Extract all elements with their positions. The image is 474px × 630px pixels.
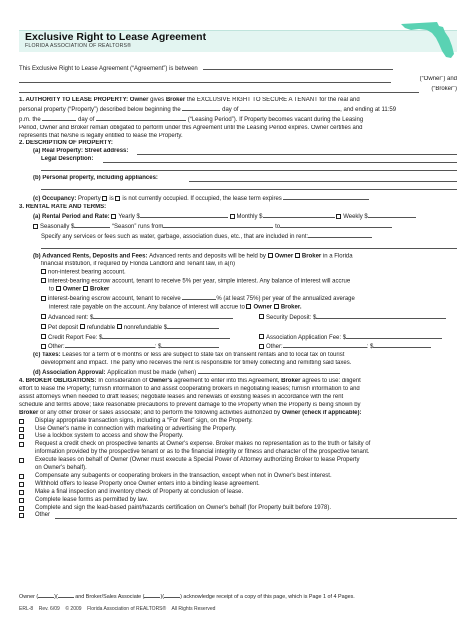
obligation-item: Withhold offers to lease Property once Owner enters into a binding lease agreement. — [19, 481, 457, 489]
section-4-line-1: 4. BROKER OBLIGATIONS: In consideration of Owner's agreement to enter into this Agreement, Broker agrees to use: diligent — [19, 378, 361, 385]
pet-deposit-checkbox[interactable] — [41, 324, 46, 329]
services-line: Specify any services or fees such as water, garbage, association dues, etc., that are included in rent: — [19, 232, 457, 242]
taxes-line-1: (c) Taxes: Leases for a term of 6 months or less are subject to state tax on transient rentals and to local tax on tourist — [33, 352, 345, 359]
rental-period-line: (a) Rental Period and Rate: Yearly $ Monthly $ Weekly $ — [19, 212, 457, 222]
obligation-checkbox-11[interactable] — [19, 513, 24, 518]
deposits-line-2: financial institution, if required by Florida Landlord and Tenant law, in a(n) — [41, 261, 236, 268]
services-field[interactable] — [308, 232, 372, 238]
non-interest-checkbox[interactable] — [41, 269, 46, 274]
obligation-checkbox-8[interactable] — [19, 490, 24, 495]
obligation-item: Display appropriate transaction signs, including a “For Rent” sign, on the Property. — [19, 418, 457, 426]
pet-deposit-amount-field[interactable] — [167, 323, 219, 329]
intro-text: This Exclusive Right to Lease Agreement (“Agreement”) is between — [19, 66, 198, 72]
acknowledgment-line: Owner ( )( and Broker/Sales Associate ( )( ) acknowledge receipt of a copy of this page, which is Page 1 of 4 Pages. — [19, 594, 355, 600]
pet-refundable-checkbox[interactable] — [80, 324, 85, 329]
interest-75pct-checkbox[interactable] — [41, 296, 46, 301]
section-1-line-3: p.m. the day of (“Leasing Period”). If Property becomes vacant during the Leasing — [19, 116, 364, 123]
section-2-heading: 2. DESCRIPTION OF PROPERTY: — [19, 140, 113, 147]
legal-description-field-2[interactable] — [41, 170, 457, 171]
seasonally-checkbox[interactable] — [33, 224, 38, 229]
obligation-checkbox-7[interactable] — [19, 482, 24, 487]
obligation-checkbox-1[interactable] — [19, 419, 24, 424]
form-header — [19, 26, 457, 54]
interest-percent-field[interactable] — [182, 294, 216, 300]
form-revision: Rev. 6/09 — [38, 606, 60, 612]
section-4-line-3: assist attorneys when needed to draft leases; negotiate leases and renewals of existing leases in accordance with the rent — [19, 393, 344, 400]
obligation-checkbox-6[interactable] — [19, 474, 24, 479]
other-fee-1-amount-field[interactable] — [161, 342, 219, 348]
security-deposit-field[interactable] — [316, 313, 446, 319]
association-approval-line: (d) Association Approval: Application must be made (when) — [19, 368, 457, 378]
deposits-line-1: (b) Advanced Rents, Deposits and Fees: Advanced rents and deposits will be held by Owner Broker in a Florida — [33, 253, 353, 260]
other-fee-1-checkbox[interactable] — [41, 344, 46, 349]
obligation-item: Make a final inspection and inventory check of Property at conclusion of lease. — [19, 489, 457, 497]
lease-expires-field[interactable] — [283, 194, 369, 200]
section-4-line-4: schedule and terms above; take reasonable precautions to prevent damage to the Property when the Property is being shown by — [19, 401, 361, 408]
interest-5pct-accrue: to Owner Broker — [49, 286, 110, 293]
street-address-field[interactable] — [137, 154, 457, 155]
non-interest-option: non-interest bearing account. — [19, 269, 457, 277]
personal-property-field-2[interactable] — [41, 189, 457, 190]
weekly-checkbox[interactable] — [336, 214, 341, 219]
obligation-item-continued: information provided by the prospective tenant or as to the financial integrity or fitness and character of the prospective tenant. — [35, 449, 370, 456]
form-id: ERL-8 — [19, 606, 34, 612]
section-1-line-2: personal property (“Property”) described below beginning the day of , and ending at 11:59 — [19, 106, 397, 113]
obligation-other-field[interactable] — [55, 518, 457, 519]
section-3-heading: 3. RENTAL RATE AND TERMS: — [19, 204, 107, 211]
copyright: © 2009 — [65, 606, 82, 612]
rights-reserved: All Rights Reserved — [171, 606, 216, 612]
section-1-line-5: represents that he/she is legally entitled to lease the Property. — [19, 132, 183, 139]
fee-row-4: Other: : $ Other: : $ — [19, 342, 457, 352]
other-fee-2-checkbox[interactable] — [259, 344, 264, 349]
section-1-line-4: Period, Owner and Broker remain obligated to perform under this Agreement until the Leasing Period expires. Owner certifies and — [19, 124, 363, 131]
taxes-line-2: development and impact. The party who receives the rent is responsible for timely collecting and remitting said taxes. — [41, 360, 352, 367]
section-4-line-5: Broker or any other broker or sales associate; and to perform the following activities authorized by Owner (check if applicable): — [19, 409, 362, 416]
legal-description-line-2 — [19, 164, 457, 172]
intro-line — [19, 64, 457, 74]
association-fee-field[interactable] — [346, 333, 442, 339]
yearly-amount-field[interactable] — [140, 212, 228, 218]
obligation-item: Compensate any subagents or cooperating brokers in the transaction, except when not in Owner's best interest. — [19, 473, 457, 481]
fee-row-2: Pet deposit refundable nonrefundable $ — [19, 323, 457, 333]
obligation-item: Request a credit check on prospective tenants at Owner's expense. Broker makes no representation as to the truth or falsity of — [19, 441, 457, 449]
interest-5pct-option: interest-bearing escrow account, tenant to receive 5% per year, simple interest. Any balance of interest will accrue — [19, 278, 457, 286]
association-approval-field[interactable] — [198, 368, 340, 374]
broker-label: (“Broker”) — [431, 85, 457, 92]
accrue-5pct-broker-checkbox[interactable] — [83, 286, 88, 291]
accrue-75pct-owner-checkbox[interactable] — [246, 304, 251, 309]
obligation-item: Complete and sign the lead-based paint/hazards certification on Owner's behalf (for Property built before 1978). — [19, 505, 457, 513]
interest-75pct-accrue: interest rate payable on the account. Any balance of interest will accrue to Owner Broker. — [49, 304, 302, 311]
obligation-checkbox-4[interactable] — [19, 442, 24, 447]
services-field-2[interactable] — [41, 248, 457, 249]
owner-line — [19, 76, 457, 84]
interest-75pct-option: interest-bearing escrow account, tenant to receive % (at least 75%) per year of the annualized average — [19, 294, 457, 304]
end-day-field[interactable] — [42, 115, 76, 121]
monthly-checkbox[interactable] — [230, 214, 235, 219]
seasonal-amount-field[interactable] — [74, 222, 110, 228]
form-title: Exclusive Right to Lease Agreement — [25, 31, 207, 43]
fee-row-3: Credit Report Fee: $ Association Application Fee: $ — [19, 333, 457, 343]
association-fee-checkbox[interactable] — [259, 334, 264, 339]
personal-property-line: (b) Personal property, including appliances: — [19, 175, 457, 183]
section-4-line-2: effort to lease the Property; furnish information to and assist cooperating brokers in negotiating leases; furnish information to and — [19, 385, 360, 392]
broker-initials-1-field[interactable] — [144, 592, 160, 598]
obligation-checkbox-10[interactable] — [19, 506, 24, 511]
legal-description-field[interactable] — [103, 162, 457, 163]
obligation-item: Use Owner's name in connection with marketing or advertising the Property. — [19, 426, 457, 434]
credit-report-field[interactable] — [102, 333, 230, 339]
owner-initials-2-field[interactable] — [58, 592, 74, 598]
obligation-checkbox-9[interactable] — [19, 498, 24, 503]
owner-label: (“Owner”) and — [419, 75, 457, 82]
deposit-broker-checkbox[interactable] — [295, 253, 300, 258]
start-month-field[interactable] — [240, 105, 340, 111]
season-from-field[interactable] — [163, 222, 273, 228]
advanced-rent-checkbox[interactable] — [41, 314, 46, 319]
obligation-item-other: Other — [19, 512, 457, 520]
owner-initials-1-field[interactable] — [38, 592, 54, 598]
obligation-item: Complete lease forms as permitted by law. — [19, 497, 457, 505]
monthly-amount-field[interactable] — [263, 212, 335, 218]
occupancy-is-checkbox[interactable] — [102, 196, 107, 201]
intro-party-field[interactable] — [203, 64, 393, 70]
other-fee-2-amount-field[interactable] — [373, 342, 431, 348]
form-subtitle: FLORIDA ASSOCIATION OF REALTORS® — [25, 43, 132, 49]
broker-line — [19, 86, 457, 94]
interest-5pct-checkbox[interactable] — [41, 278, 46, 283]
form-body — [19, 64, 457, 520]
obligation-checkbox-2[interactable] — [19, 427, 24, 432]
obligation-item: Use a lockbox system to access and show the Property. — [19, 433, 457, 441]
owner-name-field[interactable] — [19, 82, 391, 83]
broker-name-field[interactable] — [19, 92, 419, 93]
obligation-checkbox-3[interactable] — [19, 434, 24, 439]
credit-report-checkbox[interactable] — [41, 334, 46, 339]
security-deposit-checkbox[interactable] — [259, 314, 264, 319]
seasonal-line: Seasonally $ “Season” runs from to — [19, 222, 457, 232]
accrue-5pct-owner-checkbox[interactable] — [56, 286, 61, 291]
other-fee-2-name-field[interactable] — [283, 342, 367, 348]
accrue-75pct-broker-checkbox[interactable] — [274, 304, 279, 309]
deposit-owner-checkbox[interactable] — [268, 253, 273, 258]
weekly-amount-field[interactable] — [368, 212, 416, 218]
personal-property-field[interactable] — [189, 181, 457, 182]
obligation-item-continued: on Owner's behalf). — [35, 465, 87, 472]
end-month-field[interactable] — [96, 115, 186, 121]
form-footer — [19, 606, 457, 613]
occupancy-is-not-checkbox[interactable] — [115, 196, 120, 201]
start-day-field[interactable] — [182, 105, 220, 111]
services-line-2 — [19, 242, 457, 250]
obligation-checkbox-5[interactable] — [19, 458, 24, 463]
section-1-line-1: 1. AUTHORITY TO LEASE PROPERTY: Owner gives Broker the EXCLUSIVE RIGHT TO SECURE A TENANT for the real and — [19, 96, 360, 103]
fee-row-1: Advanced rent: $ Security Deposit: $ — [19, 313, 457, 323]
season-to-field[interactable] — [280, 222, 392, 228]
other-fee-1-name-field[interactable] — [65, 342, 155, 348]
yearly-checkbox[interactable] — [111, 214, 116, 219]
occupancy-line: (c) Occupancy: Property is is not currently occupied. If occupied, the lease term expires — [19, 194, 457, 204]
obligation-item: Execute leases on behalf of Owner (Owner must execute a Special Power of Attorney authorizing Broker to lease Property — [19, 457, 457, 465]
association-name: Florida Association of REALTORS® — [87, 606, 167, 612]
pet-nonrefundable-checkbox[interactable] — [117, 324, 122, 329]
florida-map-icon — [399, 20, 457, 60]
personal-property-line-2 — [19, 183, 457, 191]
broker-initials-2-field[interactable] — [164, 592, 180, 598]
legal-description-line: Legal Description: — [19, 156, 457, 164]
street-address-line: (a) Real Property: Street address: — [19, 148, 457, 156]
advanced-rent-field[interactable] — [93, 313, 233, 319]
